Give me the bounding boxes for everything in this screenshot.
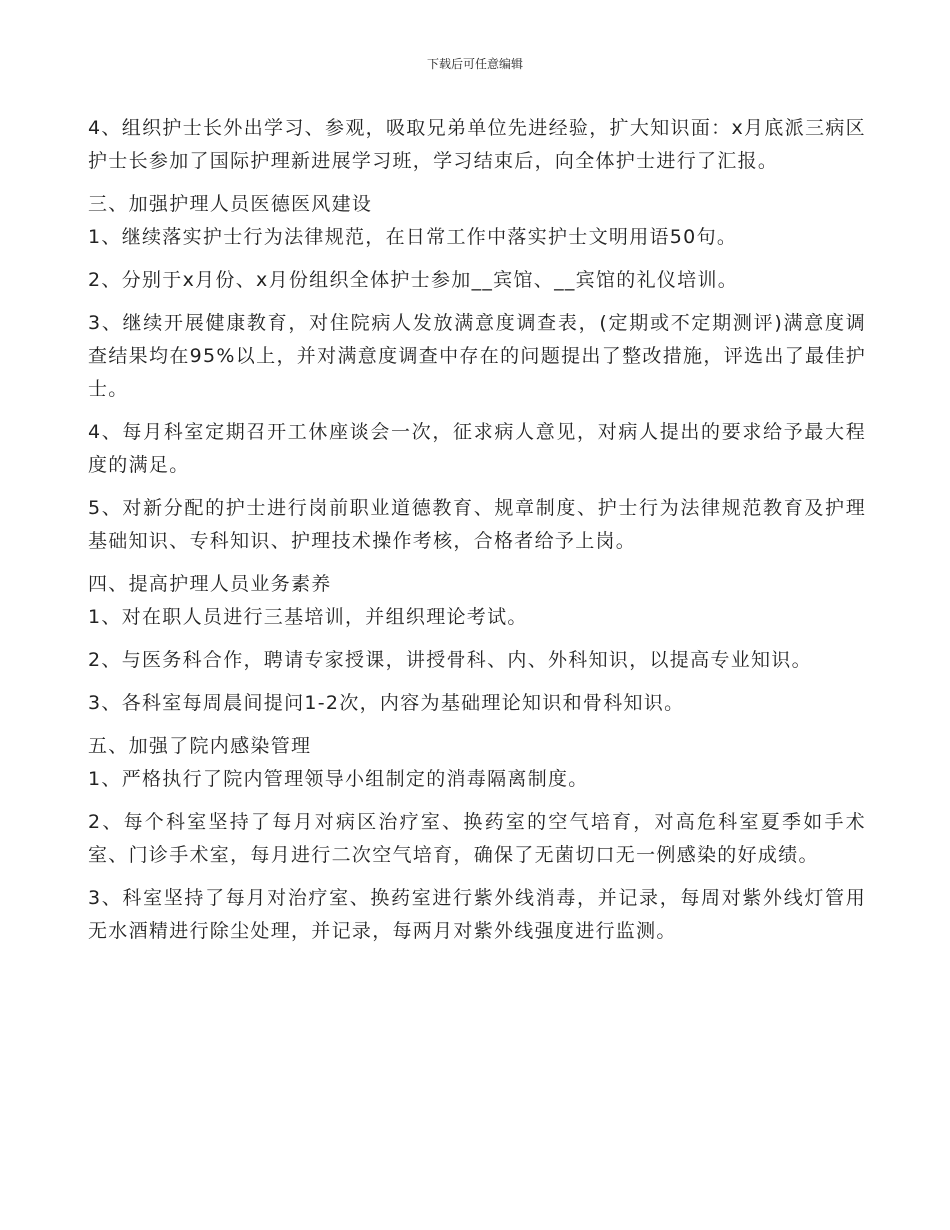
page-header: 下载后可任意编辑 xyxy=(426,57,523,71)
section-heading: 四、提高护理人员业务素养 xyxy=(88,573,332,595)
paragraph: 2、分别于x月份、x月份组织全体护士参加__宾馆、__宾馆的礼仪培训。 xyxy=(88,269,739,291)
section-heading: 五、加强了院内感染管理 xyxy=(88,735,312,757)
paragraph: 2、与医务科合作，聘请专家授课，讲授骨科、内、外科知识，以提高专业知识。 xyxy=(88,649,812,671)
paragraph: 2、每个科室坚持了每月对病区治疗室、换药室的空气培育，对高危科室夏季如手术室、门诊手术室，每月进行二次空气培育，确保了无菌切口无一例感染的好成绩。 xyxy=(88,811,866,866)
paragraph: 3、继续开展健康教育，对住院病人发放满意度调查表，(定期或不定期测评)满意度调查结果均在95%以上，并对满意度调查中存在的问题提出了整改措施，评选出了最佳护士。 xyxy=(88,312,866,400)
paragraph: 3、各科室每周晨间提问1-2次，内容为基础理论知识和骨科知识。 xyxy=(88,692,685,714)
paragraph: 3、科室坚持了每月对治疗室、换药室进行紫外线消毒，并记录，每周对紫外线灯管用无水酒精进行除尘处理，并记录，每两月对紫外线强度进行监测。 xyxy=(88,887,866,942)
paragraph: 1、继续落实护士行为法律规范，在日常工作中落实护士文明用语50句。 xyxy=(88,226,738,248)
paragraph: 4、组织护士长外出学习、参观，吸取兄弟单位先进经验，扩大知识面：x月底派三病区护士长参加了国际护理新进展学习班，学习结束后，向全体护士进行了汇报。 xyxy=(88,117,866,172)
paragraph: 1、对在职人员进行三基培训，并组织理论考试。 xyxy=(88,606,528,628)
paragraph: 5、对新分配的护士进行岗前职业道德教育、规章制度、护士行为法律规范教育及护理基础知识、专科知识、护理技术操作考核，合格者给予上岗。 xyxy=(88,497,866,552)
section-heading: 三、加强护理人员医德医风建设 xyxy=(88,193,373,215)
paragraph: 4、每月科室定期召开工休座谈会一次，征求病人意见，对病人提出的要求给予最大程度的满足。 xyxy=(88,421,866,476)
document-body xyxy=(88,112,866,958)
paragraph: 1、严格执行了院内管理领导小组制定的消毒隔离制度。 xyxy=(88,768,589,790)
